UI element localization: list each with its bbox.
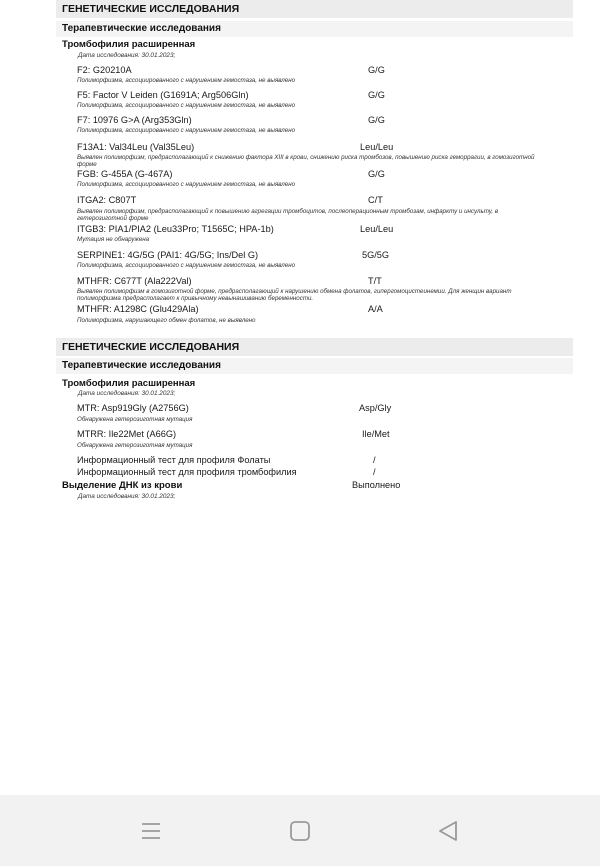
section-1-subheader-bar bbox=[56, 21, 573, 37]
test-note: Полиморфизма, ассоциированного с нарушением гемостаза, не выявлено bbox=[77, 181, 296, 188]
test-result: G/G bbox=[368, 90, 385, 100]
study-date: Дата исследования: 30.01.2023; bbox=[78, 52, 176, 59]
test-result: Ile/Met bbox=[362, 429, 390, 439]
test-name: ITGB3: PIA1/PIA2 (Leu33Pro; T1565C; HPA-1b) bbox=[77, 224, 274, 234]
test-note: Мутация не обнаружена bbox=[77, 236, 150, 243]
test-result: / bbox=[373, 455, 376, 465]
test-result: A/A bbox=[368, 304, 383, 314]
test-name: SERPINE1: 4G/5G (PAI1: 4G/5G; Ins/Del G) bbox=[77, 250, 259, 260]
section-subheader: Терапевтические исследования bbox=[56, 358, 573, 374]
test-name: MTHFR: A1298C (Glu429Ala) bbox=[77, 304, 199, 314]
dna-extraction-title: Выделение ДНК из крови bbox=[62, 480, 183, 491]
test-note: Полиморфизма, ассоциированного с нарушением гемостаза, не выявлено bbox=[77, 127, 296, 134]
test-name: F7: 10976 G>A (Arg353Gln) bbox=[77, 115, 192, 125]
test-name: MTR: Asp919Gly (A2756G) bbox=[77, 403, 189, 413]
test-name: F2: G20210A bbox=[77, 65, 132, 75]
test-note: Обнаружена гетерозиготная мутация bbox=[77, 442, 193, 449]
test-note: Полиморфизма, ассоциированного с нарушением гемостаза, не выявлено bbox=[77, 102, 296, 109]
test-result: / bbox=[373, 467, 376, 477]
section-subheader: Терапевтические исследования bbox=[56, 21, 573, 37]
test-result: 5G/5G bbox=[362, 250, 390, 260]
section-2-header-bar bbox=[56, 338, 573, 356]
test-name: F13A1: Val34Leu (Val35Leu) bbox=[77, 142, 195, 152]
test-name: ITGA2: C807T bbox=[77, 195, 137, 205]
test-name: MTHFR: C677T (Ala222Val) bbox=[77, 276, 192, 286]
test-note: Полиморфизма, нарушающего обмен фолатов, не выявлено bbox=[77, 317, 256, 324]
test-name: Информационный тест для профиля Фолаты bbox=[77, 455, 271, 465]
test-result: C/T bbox=[368, 195, 383, 205]
back-icon[interactable] bbox=[430, 813, 466, 849]
section-2-subheader-bar bbox=[56, 358, 573, 374]
test-note: Выявлен полиморфизм, предрасполагающий к повышению агрегации тромбоцитов, послеоперационным тромбозам, инфаркту и инсульту, в гетерозиготной форме bbox=[77, 208, 499, 222]
section-1-header-bar bbox=[56, 0, 573, 18]
navigation-bar bbox=[0, 795, 600, 866]
test-note: Полиморфизма, ассоциированного с нарушением гемостаза, не выявлено bbox=[77, 77, 296, 84]
test-name: F5: Factor V Leiden (G1691A; Arg506Gln) bbox=[77, 90, 249, 100]
test-result: Leu/Leu bbox=[360, 142, 394, 152]
test-result: T/T bbox=[368, 276, 382, 286]
test-result: G/G bbox=[368, 65, 385, 75]
home-icon[interactable] bbox=[282, 813, 318, 849]
test-note: Полиморфизма, ассоциированного с нарушением гемостаза, не выявлено bbox=[77, 262, 296, 269]
group-title: Тромбофилия расширенная bbox=[62, 378, 196, 389]
test-name: Информационный тест для профиля тромбофилия bbox=[77, 467, 297, 477]
test-note: Выявлен полиморфизм в гомозиготной форме, предрасполагающий к нарушению обмена фолатов, гипергомоцистеинемии. Для женщин вариант полиморфизма предрасполагает к привычному невынашиванию беременности. bbox=[77, 288, 512, 302]
study-date: Дата исследования: 30.01.2023; bbox=[78, 390, 176, 397]
test-note: Обнаружена гетерозиготная мутация bbox=[77, 416, 193, 423]
menu-icon[interactable] bbox=[133, 813, 169, 849]
group-title: Тромбофилия расширенная bbox=[62, 39, 196, 50]
test-note: Выявлен полиморфизм, предрасполагающий к снижению фактора XIII в крови, снижению риска тромбозов, повышению риска геморрагии, в гомозиготной форме bbox=[77, 154, 535, 168]
test-result: G/G bbox=[368, 169, 385, 179]
test-name: FGB: G-455A (G-467A) bbox=[77, 169, 173, 179]
test-result: G/G bbox=[368, 115, 385, 125]
section-header: ГЕНЕТИЧЕСКИЕ ИССЛЕДОВАНИЯ bbox=[56, 0, 573, 18]
study-date: Дата исследования: 30.01.2023; bbox=[78, 493, 176, 500]
test-result: Leu/Leu bbox=[360, 224, 394, 234]
dna-extraction-result: Выполнено bbox=[352, 480, 401, 490]
section-header: ГЕНЕТИЧЕСКИЕ ИССЛЕДОВАНИЯ bbox=[56, 338, 573, 356]
test-name: MTRR: Ile22Met (A66G) bbox=[77, 429, 177, 439]
test-result: Asp/Gly bbox=[359, 403, 392, 413]
